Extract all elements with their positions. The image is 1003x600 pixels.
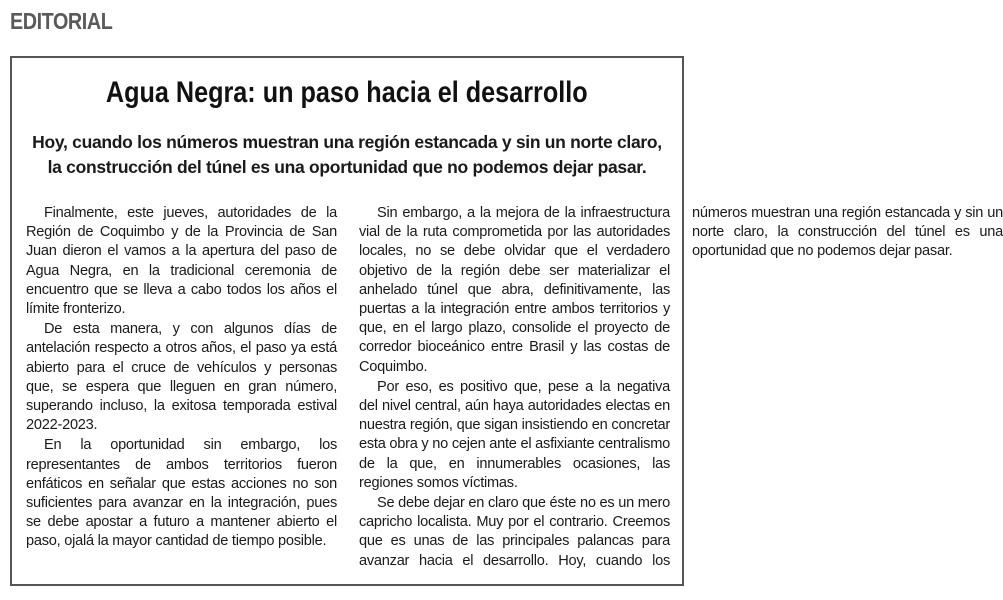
paragraph-6: Se debe dejar en claro que éste no es un mero capricho localista. Muy por el contrario. Creemos que es unas de las principales palancas para avanzar hacia el desarrollo. Hoy, cuando los números muestran una región estancada y sin un norte claro, la construcción del túnel es una oportunidad que no podemos dejar pasar.: [359, 205, 1003, 569]
paragraph-5: Por eso, es positivo que, pese a la negativa del nivel central, aún haya autoridades electas en nuestra región, que sigan insistiendo en concretar esta obra y no cejen ante el asfixiante centralismo de la que, en innumerables ocasiones, las regiones somos víctimas.: [359, 378, 670, 491]
paragraph-3: En la oportunidad sin embargo, los representantes de ambos territorios fueron enfáticos en señalar que estas acciones no son suficientes para avanzar en la integración, pues se debe apostar a futuro a mantener abierto el paso, ojalá la mayor cantidad de tiempo posible.: [26, 437, 337, 550]
editorial-box: [10, 56, 1003, 586]
section-label: EDITORIAL: [10, 8, 113, 34]
headline-text: Agua Negra: un paso hacia el desarrollo: [106, 76, 588, 109]
paragraph-2: De esta manera, y con algunos días de antelación respecto a otros años, el paso ya está abierto para el cruce de vehículos y personas que, se espera que lleguen en gran número, superando incluso, la exitosa temporada estival 2022-2023.: [26, 321, 337, 434]
headline: [12, 76, 682, 110]
deck-subtitle: Hoy, cuando los números muestran una región estancada y sin un norte claro, la construcción del túnel es una oportunidad que no podemos dejar pasar.: [32, 132, 662, 177]
paragraph-4: Sin embargo, a la mejora de la infraestructura vial de la ruta comprometida por las autoridades locales, no se debe olvidar que el verdadero objetivo de la región debe ser materializar el anhelado túnel que abra, definitivamente, las puertas a la integración entre ambos territorios y que, en el largo plazo, consolide el proyecto de corredor bioceánico entre Brasil y las costas de Coquimbo.: [359, 205, 670, 375]
article-body: [26, 204, 1003, 574]
paragraph-1: Finalmente, este jueves, autoridades de la Región de Coquimbo y de la Provincia de San Juan dieron el vamos a la apertura del paso de Agua Negra, en la tradicional ceremonia de encuentro que se lleva a cabo todos los años el límite fronterizo.: [26, 205, 337, 318]
